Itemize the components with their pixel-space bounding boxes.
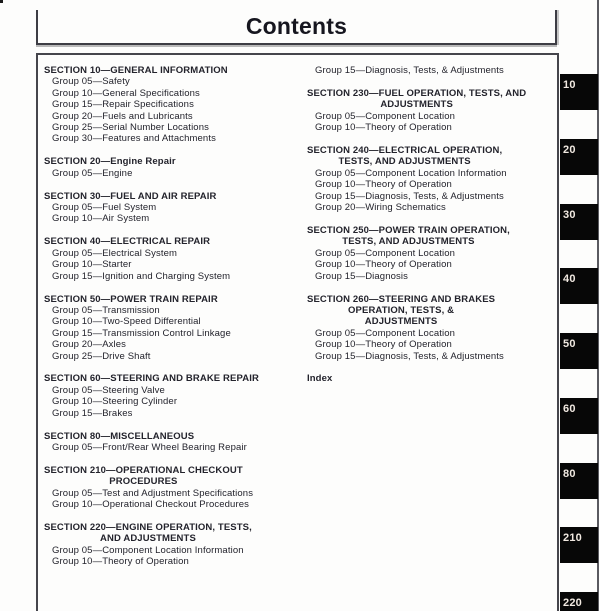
toc-section-title-cont: TESTS, AND ADJUSTMENTS	[338, 156, 471, 168]
toc-section-title-line: SECTION 60—STEERING AND BRAKE REPAIR	[44, 373, 259, 385]
toc-section	[44, 191, 300, 225]
toc-group-entry[interactable]: Group 05—Component Location	[315, 327, 456, 339]
toc-group-entry[interactable]: Group 10—Starter	[52, 259, 132, 271]
toc-group-entry[interactable]: Group 05—Fuel System	[52, 202, 157, 214]
toc-group-entry[interactable]: Group 05—Engine	[52, 167, 133, 179]
edge-tab-label: 50	[563, 338, 576, 350]
edge-tab-40[interactable]	[560, 268, 598, 304]
toc-section	[44, 373, 300, 419]
toc-section-title-cont: AND ADJUSTMENTS	[99, 533, 196, 545]
toc-section-title[interactable]	[44, 465, 243, 488]
toc-index-entry[interactable]: Index	[307, 373, 333, 385]
toc-section-title[interactable]	[44, 236, 210, 247]
toc-section-title-line: SECTION 250—POWER TRAIN OPERATION,	[307, 224, 510, 236]
toc-group-entry[interactable]: Group 05—Steering Valve	[52, 384, 165, 396]
toc-section	[44, 431, 300, 454]
edge-tab-label: 10	[563, 79, 576, 91]
edge-tab-label: 220	[563, 597, 582, 609]
toc-section-title-cont: TESTS, AND ADJUSTMENTS	[342, 236, 475, 248]
toc-group-entry[interactable]: Group 10—General Specifications	[52, 87, 200, 99]
contents-title-box	[36, 10, 557, 45]
toc-section	[44, 156, 300, 179]
toc-group-entry[interactable]: Group 10—Theory of Operation	[52, 556, 189, 568]
toc-group-entry[interactable]: Group 10—Theory of Operation	[315, 122, 452, 134]
toc-section-title[interactable]	[307, 145, 502, 168]
toc-group-entry[interactable]: Group 20—Fuels and Lubricants	[52, 110, 193, 122]
toc-group-entry[interactable]: Group 05—Front/Rear Wheel Bearing Repair	[52, 441, 247, 453]
toc-section-title[interactable]	[307, 294, 495, 328]
toc-content-box	[36, 53, 559, 611]
toc-section-title-line: SECTION 40—ELECTRICAL REPAIR	[44, 236, 211, 248]
toc-group-entry[interactable]: Group 10—Operational Checkout Procedures	[52, 499, 250, 511]
toc-section-title-cont: ADJUSTMENTS	[380, 99, 453, 111]
toc-section-title[interactable]	[44, 65, 228, 76]
edge-tab-label: 210	[563, 532, 582, 544]
toc-section-title-line: SECTION 50—POWER TRAIN REPAIR	[44, 293, 218, 305]
toc-section-title-line: SECTION 20—Engine Repair	[44, 156, 176, 168]
toc-section-title-cont: ADJUSTMENTS	[364, 316, 438, 328]
scan-corner-artifact	[0, 0, 3, 3]
toc-section-title-line: SECTION 240—ELECTRICAL OPERATION,	[307, 145, 503, 157]
toc-group-entry[interactable]: Group 15—Transmission Control Linkage	[52, 327, 231, 339]
toc-group-entry[interactable]: Group 10—Air System	[52, 213, 150, 225]
toc-section	[44, 294, 300, 362]
toc-section-title-cont: PROCEDURES	[109, 476, 178, 488]
toc-group-entry[interactable]: Group 25—Drive Shaft	[52, 350, 151, 362]
toc-section-title-line: SECTION 220—ENGINE OPERATION, TESTS,	[44, 522, 252, 533]
toc-section-title-cont: OPERATION, TESTS, &	[348, 304, 455, 316]
toc-group-entry[interactable]: Group 05—Transmission	[52, 304, 160, 316]
toc-section	[44, 236, 300, 282]
edge-tab-80[interactable]	[560, 463, 598, 499]
toc-section-title[interactable]	[307, 225, 510, 248]
toc-section-title[interactable]	[307, 88, 526, 111]
toc-column-right	[307, 65, 558, 385]
toc-group-entry[interactable]: Group 05—Component Location	[315, 110, 456, 122]
toc-section	[44, 465, 300, 511]
edge-tab-label: 40	[563, 273, 576, 285]
toc-group-entry[interactable]: Group 15—Ignition and Charging System	[52, 270, 231, 282]
edge-tab-210[interactable]	[560, 527, 598, 563]
toc-group-entry[interactable]: Group 05—Component Location Information	[315, 167, 507, 179]
toc-section-title-line: SECTION 230—FUEL OPERATION, TESTS, AND	[307, 87, 527, 99]
toc-section-title[interactable]	[44, 373, 259, 384]
toc-section-title[interactable]	[44, 522, 252, 545]
toc-group-entry[interactable]: Group 05—Test and Adjustment Specifications	[52, 487, 254, 499]
edge-tab-220[interactable]	[560, 592, 598, 611]
toc-section	[44, 65, 300, 145]
toc-section-title[interactable]	[44, 191, 217, 202]
toc-group-entry[interactable]: Group 15—Brakes	[52, 407, 133, 419]
toc-group-entry[interactable]: Group 15—Diagnosis	[315, 270, 408, 282]
toc-section	[307, 145, 558, 213]
toc-section	[307, 225, 558, 282]
toc-group-entry[interactable]: Group 20—Axles	[52, 339, 127, 351]
toc-group-entry[interactable]: Group 10—Two-Speed Differential	[52, 316, 201, 328]
edge-tab-60[interactable]	[560, 398, 598, 434]
edge-tab-10[interactable]	[560, 74, 598, 110]
toc-group-entry[interactable]: Group 10—Theory of Operation	[315, 179, 452, 191]
toc-column-left	[44, 65, 300, 579]
toc-section-title[interactable]	[44, 294, 218, 305]
toc-section-title[interactable]	[44, 156, 176, 167]
toc-group-entry[interactable]: Group 10—Theory of Operation	[315, 259, 452, 271]
toc-group-entry[interactable]: Group 15—Repair Specifications	[52, 99, 194, 111]
toc-section	[307, 294, 558, 362]
edge-tab-label: 20	[563, 144, 576, 156]
toc-section	[307, 88, 558, 134]
toc-section-title[interactable]	[44, 431, 194, 442]
toc-group-entry[interactable]: Group 05—Safety	[52, 76, 130, 88]
toc-group-entry[interactable]: Group 30—Features and Attachments	[52, 133, 216, 145]
toc-group-entry[interactable]: Group 15—Diagnosis, Tests, & Adjustments	[315, 350, 504, 362]
toc-group-entry[interactable]: Group 25—Serial Number Locations	[52, 122, 209, 134]
page-title: Contents	[245, 13, 348, 39]
toc-group-entry[interactable]: Group 15—Diagnosis, Tests, & Adjustments	[315, 65, 504, 76]
toc-group-entry[interactable]: Group 05—Component Location Information	[52, 544, 244, 556]
toc-group-entry[interactable]: Group 20—Wiring Schematics	[315, 202, 446, 214]
toc-section-title-line: SECTION 260—STEERING AND BRAKES	[307, 293, 496, 305]
toc-section-title-line: SECTION 30—FUEL AND AIR REPAIR	[44, 190, 217, 202]
toc-group-entry[interactable]: Group 10—Theory of Operation	[315, 339, 452, 351]
toc-group-entry[interactable]: Group 15—Diagnosis, Tests, & Adjustments	[315, 190, 504, 202]
edge-tab-30[interactable]	[560, 204, 598, 240]
edge-tab-label: 60	[563, 403, 576, 415]
toc-group-entry[interactable]: Group 05—Electrical System	[52, 247, 178, 259]
toc-section-title-line: SECTION 210—OPERATIONAL CHECKOUT	[44, 464, 243, 476]
toc-section	[44, 522, 300, 568]
edge-tab-50[interactable]	[560, 333, 598, 369]
edge-tab-label: 80	[563, 468, 576, 480]
toc-group-entry[interactable]: Group 05—Component Location	[315, 247, 456, 259]
edge-tab-20[interactable]	[560, 139, 598, 175]
edge-tab-label: 30	[563, 209, 576, 221]
toc-group-entry[interactable]: Group 10—Steering Cylinder	[52, 396, 178, 408]
toc-section-title-line: SECTION 10—GENERAL INFORMATION	[44, 65, 228, 76]
toc-section-title-line: SECTION 80—MISCELLANEOUS	[44, 430, 195, 442]
